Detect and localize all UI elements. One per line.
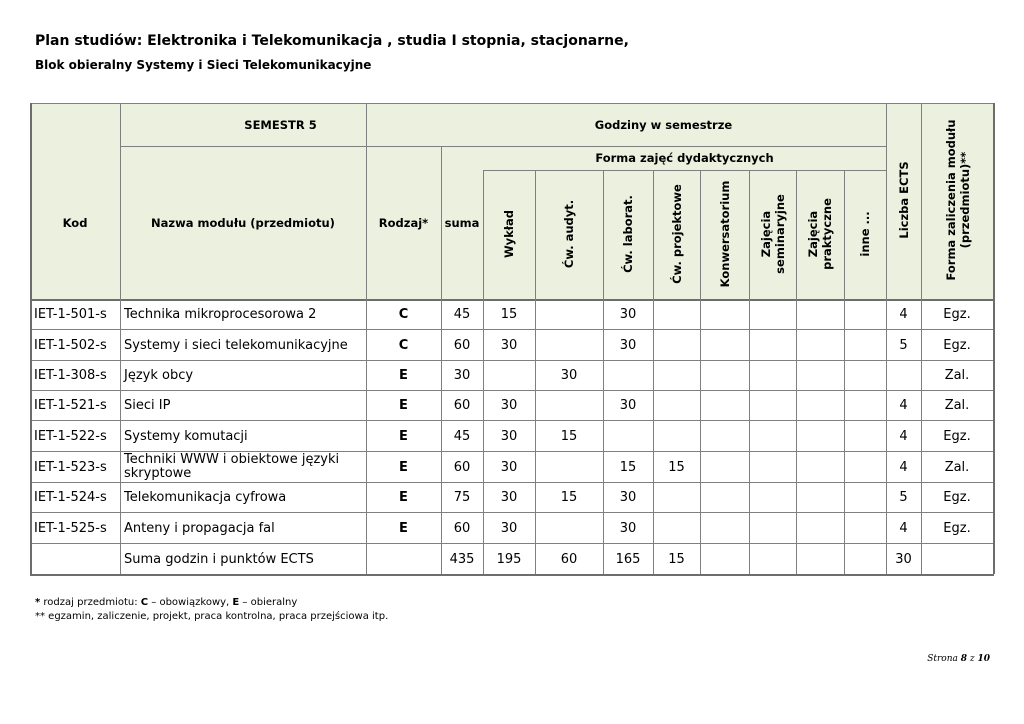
cell-suma: 30 — [453, 368, 471, 383]
column-header-zajecia-praktyczne: Zajęcia praktyczne — [806, 198, 834, 270]
cell-suma: 45 — [453, 307, 471, 322]
cell-forma-zaliczenia: Zal. — [944, 368, 970, 383]
footnote-rodzaj: * rodzaj przedmiotu: C – obowiązkowy, E – obieralny — [35, 597, 298, 608]
column-rule — [993, 103, 995, 574]
cell-rodzaj: C — [398, 337, 409, 353]
cell-cw-laborat: 165 — [615, 551, 641, 567]
cell-konwersatorium — [700, 421, 749, 451]
cell-ects: 5 — [899, 490, 908, 505]
cell-kod: IET-1-502-s — [34, 337, 107, 353]
column-header-suma: suma — [444, 215, 480, 230]
cell-cw-projektowe: 15 — [668, 551, 685, 567]
column-header-rodzaj: Rodzaj* — [378, 215, 429, 230]
cell-nazwa: Technika mikroprocesorowa 2 — [124, 307, 317, 322]
column-header-forma-zaliczenia: Forma zaliczenia modułu (przedmiotu)** — [944, 119, 972, 281]
cell-zajecia-seminaryjne — [749, 300, 796, 329]
cell-inne — [844, 330, 886, 360]
cell-kod: IET-1-524-s — [34, 490, 107, 505]
column-header-konwersatorium: Konwersatorium — [718, 180, 732, 288]
cell-zajecia-praktyczne — [796, 452, 844, 482]
hours-group-header: Godziny w semestrze — [594, 117, 733, 132]
cell-konwersatorium — [700, 330, 749, 360]
cell-cw-projektowe — [653, 391, 700, 420]
cell-forma-zaliczenia: Egz. — [943, 337, 971, 353]
header-rule — [483, 170, 886, 171]
cell-cw-laborat: 30 — [619, 337, 637, 353]
cell-konwersatorium — [700, 483, 749, 512]
cell-forma-zaliczenia — [921, 544, 993, 574]
cell-forma-zaliczenia: Egz. — [943, 428, 971, 444]
cell-cw-laborat: 30 — [619, 490, 637, 505]
column-header-wyklad: Wykład — [502, 209, 516, 259]
cell-rodzaj: E — [399, 520, 408, 536]
cell-zajecia-seminaryjne — [749, 391, 796, 420]
cell-nazwa: Techniki WWW i obiektowe języki skryptowe — [124, 452, 340, 481]
cell-suma: 60 — [453, 520, 471, 536]
cell-zajecia-seminaryjne — [749, 421, 796, 451]
cell-wyklad: 195 — [496, 551, 522, 567]
page-subtitle: Blok obieralny Systemy i Sieci Telekomunikacyjne — [35, 58, 372, 72]
cell-suma: 60 — [453, 459, 471, 475]
cell-cw-laborat — [603, 421, 653, 451]
cell-rodzaj: E — [399, 398, 408, 413]
cell-zajecia-praktyczne — [796, 330, 844, 360]
cell-cw-laborat: 30 — [619, 398, 637, 413]
cell-zajecia-praktyczne — [796, 421, 844, 451]
cell-wyklad: 30 — [500, 428, 518, 444]
cell-cw-audyt — [535, 513, 603, 543]
cell-cw-audyt — [535, 452, 603, 482]
cell-cw-laborat: 30 — [619, 307, 637, 322]
cell-nazwa: Systemy komutacji — [124, 428, 248, 444]
cell-konwersatorium — [700, 452, 749, 482]
cell-cw-audyt — [535, 391, 603, 420]
cell-inne — [844, 513, 886, 543]
cell-inne — [844, 391, 886, 420]
cell-inne — [844, 421, 886, 451]
cell-konwersatorium — [700, 300, 749, 329]
cell-suma: 60 — [453, 398, 471, 413]
cell-wyklad — [483, 361, 535, 390]
cell-rodzaj: E — [399, 428, 408, 444]
semester-header: SEMESTR 5 — [244, 117, 317, 132]
footnote-forma: ** egzamin, zaliczenie, projekt, praca kontrolna, praca przejściowa itp. — [35, 611, 389, 622]
cell-cw-audyt: 30 — [560, 368, 578, 383]
cell-zajecia-seminaryjne — [749, 452, 796, 482]
cell-konwersatorium — [700, 391, 749, 420]
cell-zajecia-seminaryjne — [749, 513, 796, 543]
cell-forma-zaliczenia: Zal. — [944, 459, 970, 475]
cell-rodzaj: E — [399, 459, 408, 475]
column-header-nazwa: Nazwa modułu (przedmiotu) — [151, 215, 335, 230]
cell-konwersatorium — [700, 544, 749, 574]
cell-cw-audyt — [535, 330, 603, 360]
cell-rodzaj — [366, 544, 441, 574]
cell-cw-projektowe — [653, 513, 700, 543]
cell-konwersatorium — [700, 361, 749, 390]
cell-rodzaj: E — [399, 490, 408, 505]
cell-forma-zaliczenia: Zal. — [944, 398, 970, 413]
cell-cw-laborat: 30 — [619, 520, 637, 536]
cell-inne — [844, 361, 886, 390]
cell-zajecia-praktyczne — [796, 544, 844, 574]
cell-nazwa: Suma godzin i punktów ECTS — [124, 551, 314, 567]
cell-cw-projektowe — [653, 361, 700, 390]
cell-kod: IET-1-521-s — [34, 398, 107, 413]
cell-forma-zaliczenia: Egz. — [943, 307, 971, 322]
row-rule — [30, 574, 994, 576]
page-title: Plan studiów: Elektronika i Telekomunikacja , studia I stopnia, stacjonarne, — [35, 33, 629, 49]
cell-cw-projektowe — [653, 330, 700, 360]
cell-suma: 435 — [449, 551, 475, 567]
cell-inne — [844, 452, 886, 482]
cell-wyklad: 30 — [500, 520, 518, 536]
cell-zajecia-seminaryjne — [749, 544, 796, 574]
forms-group-header: Forma zajęć dydaktycznych — [595, 151, 774, 165]
cell-cw-laborat — [603, 361, 653, 390]
cell-ects: 4 — [899, 428, 908, 444]
cell-rodzaj: E — [399, 368, 408, 383]
cell-cw-audyt — [535, 300, 603, 329]
cell-ects: 4 — [899, 520, 908, 536]
column-header-cw-projektowe: Ćw. projektowe — [670, 184, 684, 284]
column-header-cw-laborat: Ćw. laborat. — [621, 195, 635, 273]
cell-cw-audyt: 60 — [560, 551, 578, 567]
cell-cw-laborat: 15 — [619, 459, 637, 475]
cell-suma: 60 — [453, 337, 471, 353]
cell-wyklad: 30 — [500, 490, 518, 505]
cell-kod: IET-1-523-s — [34, 459, 107, 475]
cell-ects: 4 — [899, 459, 908, 475]
cell-cw-audyt: 15 — [560, 490, 578, 505]
cell-ects: 5 — [899, 337, 908, 353]
cell-wyklad: 30 — [500, 337, 518, 353]
cell-cw-projektowe: 15 — [668, 459, 685, 475]
cell-zajecia-praktyczne — [796, 513, 844, 543]
cell-kod: IET-1-525-s — [34, 520, 107, 536]
cell-kod — [30, 544, 120, 574]
cell-nazwa: Anteny i propagacja fal — [124, 520, 275, 536]
cell-inne — [844, 483, 886, 512]
cell-kod: IET-1-522-s — [34, 428, 107, 444]
cell-wyklad: 15 — [500, 307, 518, 322]
cell-inne — [844, 544, 886, 574]
cell-inne — [844, 300, 886, 329]
cell-suma: 45 — [453, 428, 471, 444]
cell-wyklad: 30 — [500, 459, 518, 475]
cell-nazwa: Systemy i sieci telekomunikacyjne — [124, 337, 348, 353]
cell-cw-projektowe — [653, 300, 700, 329]
cell-ects — [886, 361, 921, 390]
cell-zajecia-seminaryjne — [749, 330, 796, 360]
cell-ects: 4 — [899, 398, 908, 413]
cell-ects: 4 — [899, 307, 908, 322]
cell-zajecia-praktyczne — [796, 483, 844, 512]
column-header-ects: Liczba ECTS — [897, 161, 911, 239]
cell-cw-projektowe — [653, 483, 700, 512]
cell-zajecia-praktyczne — [796, 391, 844, 420]
cell-kod: IET-1-308-s — [34, 368, 107, 383]
cell-zajecia-praktyczne — [796, 300, 844, 329]
cell-rodzaj: C — [398, 307, 409, 322]
cell-zajecia-praktyczne — [796, 361, 844, 390]
cell-nazwa: Sieci IP — [124, 398, 171, 413]
page-number: Strona 8 z 10 — [927, 654, 990, 664]
column-header-kod: Kod — [62, 215, 88, 230]
cell-zajecia-seminaryjne — [749, 361, 796, 390]
cell-kod: IET-1-501-s — [34, 307, 107, 322]
cell-cw-audyt: 15 — [560, 428, 578, 444]
cell-konwersatorium — [700, 513, 749, 543]
cell-nazwa: Język obcy — [124, 368, 194, 383]
cell-cw-projektowe — [653, 421, 700, 451]
column-header-zajecia-seminaryjne: Zajęcia seminaryjne — [759, 194, 787, 274]
cell-forma-zaliczenia: Egz. — [943, 520, 971, 536]
column-header-cw-audyt: Ćw. audyt. — [562, 199, 576, 269]
cell-ects: 30 — [895, 551, 912, 567]
cell-suma: 75 — [453, 490, 471, 505]
cell-zajecia-seminaryjne — [749, 483, 796, 512]
cell-forma-zaliczenia: Egz. — [943, 490, 971, 505]
cell-nazwa: Telekomunikacja cyfrowa — [124, 490, 287, 505]
column-header-inne: inne ... — [858, 211, 872, 257]
cell-wyklad: 30 — [500, 398, 518, 413]
